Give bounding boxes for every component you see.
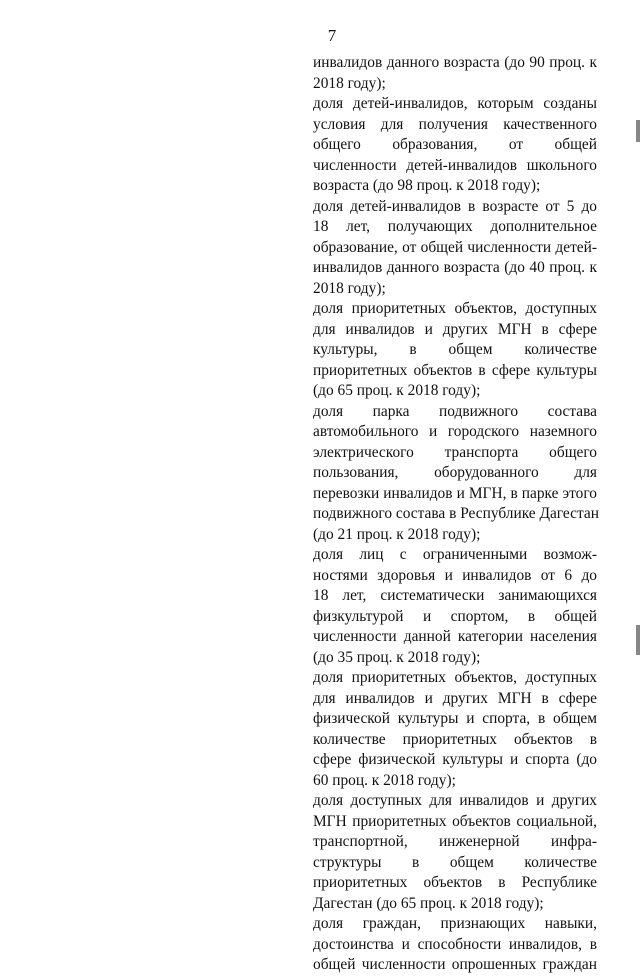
text-line: (до 21 проц. к 2018 году); (313, 525, 481, 543)
text-line: доля приоритетных объектов, доступных (313, 669, 597, 686)
scan-edge-mark (636, 120, 640, 142)
text-line: достоинства и способности инвалидов, в (313, 935, 597, 953)
text-line: доля доступных для инвалидов и других (313, 792, 597, 809)
text-line: доля детей-инвалидов, которым созданы (313, 95, 597, 112)
text-line: 18 лет, систематически занимающихся (313, 587, 597, 604)
list-item-paragraph (313, 94, 597, 197)
text-line: численности детей-инвалидов школьного (313, 156, 597, 174)
text-line: образование, от общей численности детей- (313, 238, 597, 256)
text-line: электрического транспорта общего (313, 443, 597, 461)
list-item-paragraph (313, 791, 597, 914)
list-item-paragraph (313, 197, 597, 300)
text-line: Дагестан (до 65 проц. к 2018 году); (313, 894, 544, 912)
text-line: численности данной категории населения (313, 628, 597, 645)
text-line: физкультурой и спортом, в общей (313, 607, 597, 625)
text-line: доля детей-инвалидов в возрасте от 5 до (313, 197, 597, 215)
text-line: доля приоритетных объектов, доступных (313, 300, 597, 317)
text-line: инвалидов данного возраста (до 40 проц. к (313, 259, 597, 276)
list-item-paragraph (313, 402, 597, 546)
text-line: доля парка подвижного состава (313, 402, 597, 420)
text-line: сфере физической культуры и спорта (до (313, 751, 597, 768)
text-line: структуры в общем количестве (313, 853, 597, 871)
text-line: МГН приоритетных объектов социальной, (313, 812, 597, 830)
list-item-paragraph (313, 914, 597, 976)
text-line: культуры, в общем количестве (313, 341, 597, 358)
text-line: доля граждан, признающих навыки, (313, 915, 597, 932)
text-line: для инвалидов и других МГН в сфере (313, 689, 597, 707)
scan-edge-mark (636, 625, 640, 655)
text-line: 2018 году); (313, 74, 386, 92)
page-number: 7 (327, 26, 337, 45)
text-line: возраста (до 98 проц. к 2018 году); (313, 177, 541, 194)
text-line: пользования, оборудованного для (313, 464, 597, 481)
text-line: доля лиц с ограниченными возмож- (313, 546, 597, 563)
text-line: автомобильного и городского наземного (313, 423, 597, 440)
list-item-paragraph (313, 299, 597, 402)
text-line: (до 65 проц. к 2018 году); (313, 382, 481, 399)
text-line: условия для получения качественного (313, 115, 597, 133)
text-line: 2018 году); (313, 279, 386, 297)
text-line: инвалидов данного возраста (до 90 проц. к (313, 54, 597, 71)
text-line: ностями здоровья и инвалидов от 6 до (313, 566, 597, 584)
text-line: транспортной, инженерной инфра- (313, 833, 597, 850)
text-line: 60 проц. к 2018 году); (313, 771, 456, 789)
list-item-paragraph (313, 545, 597, 668)
text-line: перевозки инвалидов и МГН, в парке этого (313, 484, 597, 502)
text-line: количестве приоритетных объектов в (313, 730, 597, 748)
text-line: общей численности опрошенных граждан (313, 956, 597, 973)
text-line: приоритетных объектов в сфере культуры (313, 361, 597, 379)
text-line: подвижного состава в Республике Дагестан (313, 505, 599, 522)
list-item-paragraph (313, 53, 597, 94)
text-line: для инвалидов и других МГН в сфере (313, 320, 597, 338)
text-line: (до 35 проц. к 2018 году); (313, 648, 481, 666)
text-line: общего образования, от общей (313, 136, 597, 153)
text-line: физической культуры и спорта, в общем (313, 710, 597, 727)
text-line: приоритетных объектов в Республике (313, 874, 597, 891)
text-line: 18 лет, получающих дополнительное (313, 218, 597, 235)
list-item-paragraph (313, 668, 597, 791)
text-column (313, 53, 597, 976)
